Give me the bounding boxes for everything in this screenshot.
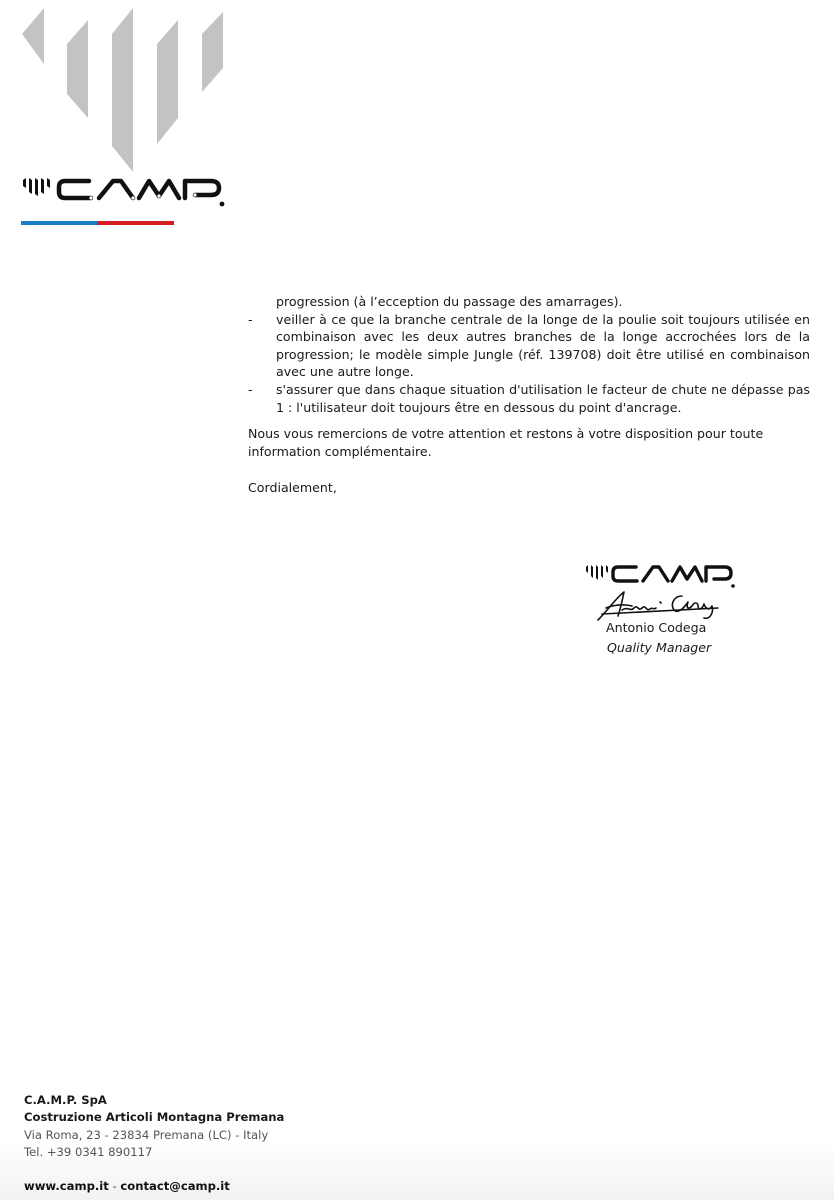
logo-stripe-3: [112, 8, 133, 172]
bullet-item: [248, 311, 810, 381]
bullet-text: s'assurer que dans chaque situation d'utilisation le facteur de chute ne dépasse pas 1 : l'utilisateur doit toujours être en dessous du point d'ancrage.: [276, 381, 810, 415]
company-footer: [24, 1092, 284, 1195]
closing-salutation: Cordialement,: [248, 480, 337, 496]
bullet-item: [248, 381, 810, 416]
thanks-paragraph: Nous vous remercions de votre attention et restons à votre disposition pour toute information complémentaire.: [248, 426, 764, 459]
bullet-dash: -: [248, 381, 253, 397]
signatory-title: Quality Manager: [607, 640, 712, 655]
letter-body: [248, 293, 810, 497]
logo-stripe-2: [67, 20, 88, 118]
footer-separator: -: [108, 1179, 121, 1194]
brand-rule-red: [97, 221, 174, 225]
handwritten-signature: [594, 588, 726, 622]
footer-phone: Tel. +39 0341 890117: [24, 1144, 153, 1159]
logo-stripe-5: [202, 12, 223, 92]
camp-logo-mark: [20, 4, 230, 172]
footer-company: C.A.M.P. SpA: [24, 1093, 107, 1107]
signature-camp-logo: [584, 562, 736, 590]
camp-logo-wordmark: [21, 174, 226, 210]
logo-stripe-4: [157, 20, 178, 144]
continuation-line: progression (à l’ecception du passage des amarrages).: [276, 294, 623, 309]
signatory-name: Antonio Codega: [606, 620, 707, 635]
footer-contacts: [24, 1178, 284, 1195]
logo-stripe-1: [22, 8, 44, 64]
bullet-text: veiller à ce que la branche centrale de la longe de la poulie soit toujours utilisée en combinaison avec les deux autres branches de la longe accrochées lors de la progression; le modèle simple Jungle (réf. 139708) doit être utilisé en combinaison avec une autre longe.: [276, 311, 810, 380]
footer-website-link[interactable]: www.camp.it: [24, 1179, 109, 1194]
brand-color-rule: [21, 221, 174, 225]
bullet-dash: -: [248, 311, 253, 327]
footer-company-full-name: Costruzione Articoli Montagna Premana: [24, 1110, 285, 1125]
footer-address: Via Roma, 23 - 23834 Premana (LC) - Italy: [24, 1127, 269, 1142]
brand-rule-blue: [21, 221, 97, 225]
footer-email-link[interactable]: contact@camp.it: [120, 1179, 230, 1194]
